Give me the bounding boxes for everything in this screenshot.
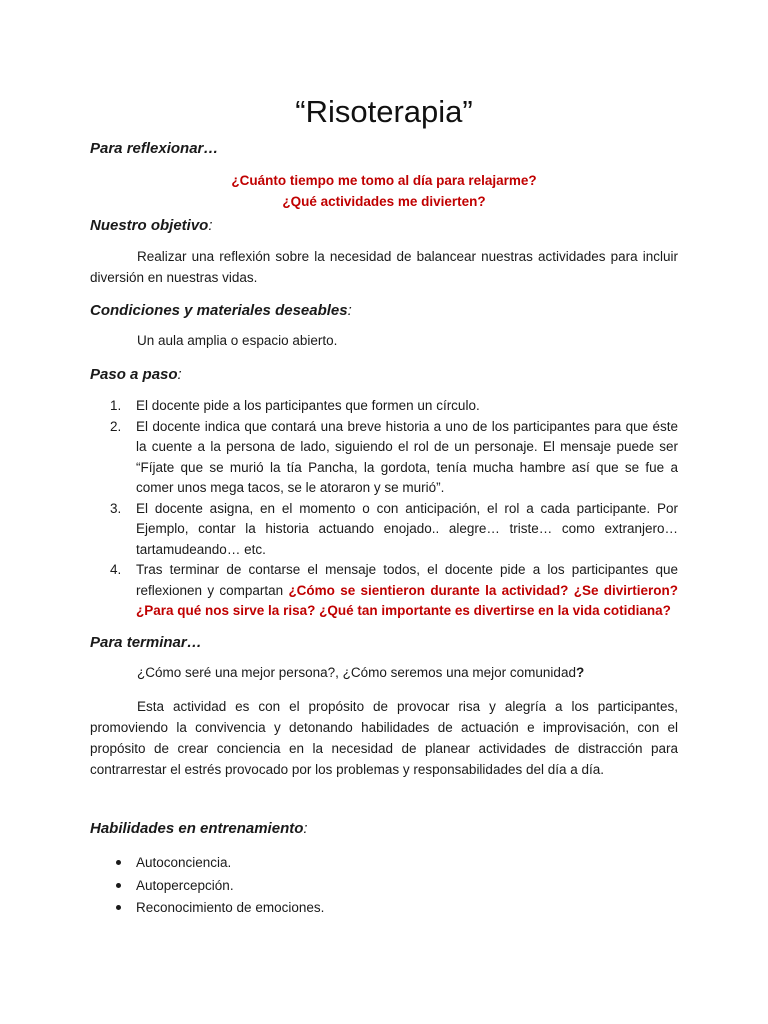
step-text: Tras terminar de contarse el mensaje todos, el docente pide a los participantes que reflexionen y compartan (136, 562, 678, 598)
heading-skills-colon: : (303, 820, 308, 837)
conditions-text: Un aula amplia o espacio abierto. (137, 333, 338, 348)
step-text: El docente pide a los participantes que formen un círculo. (136, 398, 480, 413)
list-item (90, 852, 324, 875)
step-number: 1. (110, 398, 122, 413)
heading-objective-text: Nuestro objetivo (90, 217, 209, 234)
skill-text: Autoconciencia. (136, 855, 232, 870)
heading-conditions-colon: : (347, 302, 352, 319)
skill-text: Reconocimiento de emociones. (136, 900, 325, 915)
steps-list (90, 396, 678, 622)
bullet-icon (116, 883, 121, 888)
step-item (90, 560, 678, 622)
finish-paragraph: Esta actividad es con el propósito de provocar risa y alegría a los participantes, promoviendo la convivencia y detonando habilidades de actuación e improvisación, con el propósito de crear conciencia en la necesidad de planear actividades de distracción para contrarrestar el estrés provocado por los problemas y responsabilidades del día a día. (90, 699, 678, 777)
heading-steps (90, 366, 182, 383)
bullet-icon (116, 860, 121, 865)
heading-conditions (90, 302, 352, 319)
heading-skills-text: Habilidades en entrenamiento (90, 820, 304, 837)
list-item (90, 875, 324, 898)
heading-skills (90, 820, 308, 837)
finish-questions (137, 665, 584, 680)
heading-steps-colon: : (177, 366, 182, 383)
heading-objective-colon: : (208, 217, 213, 234)
skill-text: Autopercepción. (136, 877, 234, 893)
step-number: 3. (110, 500, 122, 516)
finish-question-end: ? (575, 665, 585, 680)
step-text: El docente indica que contará una breve historia a uno de los participantes para que éste la cuente a la persona de lado, siguiendo el rol de un personaje. El mensaje puede ser “Fíjate que se murió la tía Pancha, la gordota, tenía mucha hambre así que se fue a comer unos mega tacos, se le atoraron y se murió”. (136, 418, 678, 495)
objective-paragraph: Realizar una reflexión sobre la necesidad de balancear nuestras actividades para incluir diversión en nuestras vidas. (90, 249, 678, 285)
reflect-question-2: ¿Qué actividades me divierten? (282, 194, 486, 209)
heading-conditions-text: Condiciones y materiales deseables (90, 302, 348, 319)
step-item (90, 417, 678, 499)
list-item (90, 897, 324, 920)
step-text: El docente asigna, en el momento o con anticipación, el rol a cada participante. Por Ejemplo, contar la historia actuando enojado.. alegre… triste… como extranjero… tartamudeando… etc. (136, 500, 678, 557)
reflect-question-1: ¿Cuánto tiempo me tomo al día para relajarme? (231, 173, 537, 188)
document-title: “Risoterapia” (295, 94, 473, 129)
step-item (90, 396, 678, 417)
step-reflection-questions: ¿Cómo se sientieron durante la actividad? ¿Se divirtieron? ¿Para qué nos sirve la risa? ¿Qué tan importante es divertirse en la vida cotidiana? (136, 582, 679, 618)
bullet-icon (116, 905, 121, 910)
heading-finish: Para terminar… (90, 634, 202, 651)
finish-question-a: ¿Cómo seré una mejor persona? (137, 665, 336, 680)
skills-list (90, 852, 324, 920)
heading-steps-text: Paso a paso (90, 366, 178, 383)
finish-question-b: , ¿Cómo seremos una mejor comunidad (335, 665, 576, 680)
heading-objective (90, 217, 213, 234)
step-number: 2. (110, 418, 122, 434)
heading-reflect: Para reflexionar… (90, 140, 219, 157)
step-number: 4. (110, 562, 122, 577)
step-item (90, 499, 678, 561)
